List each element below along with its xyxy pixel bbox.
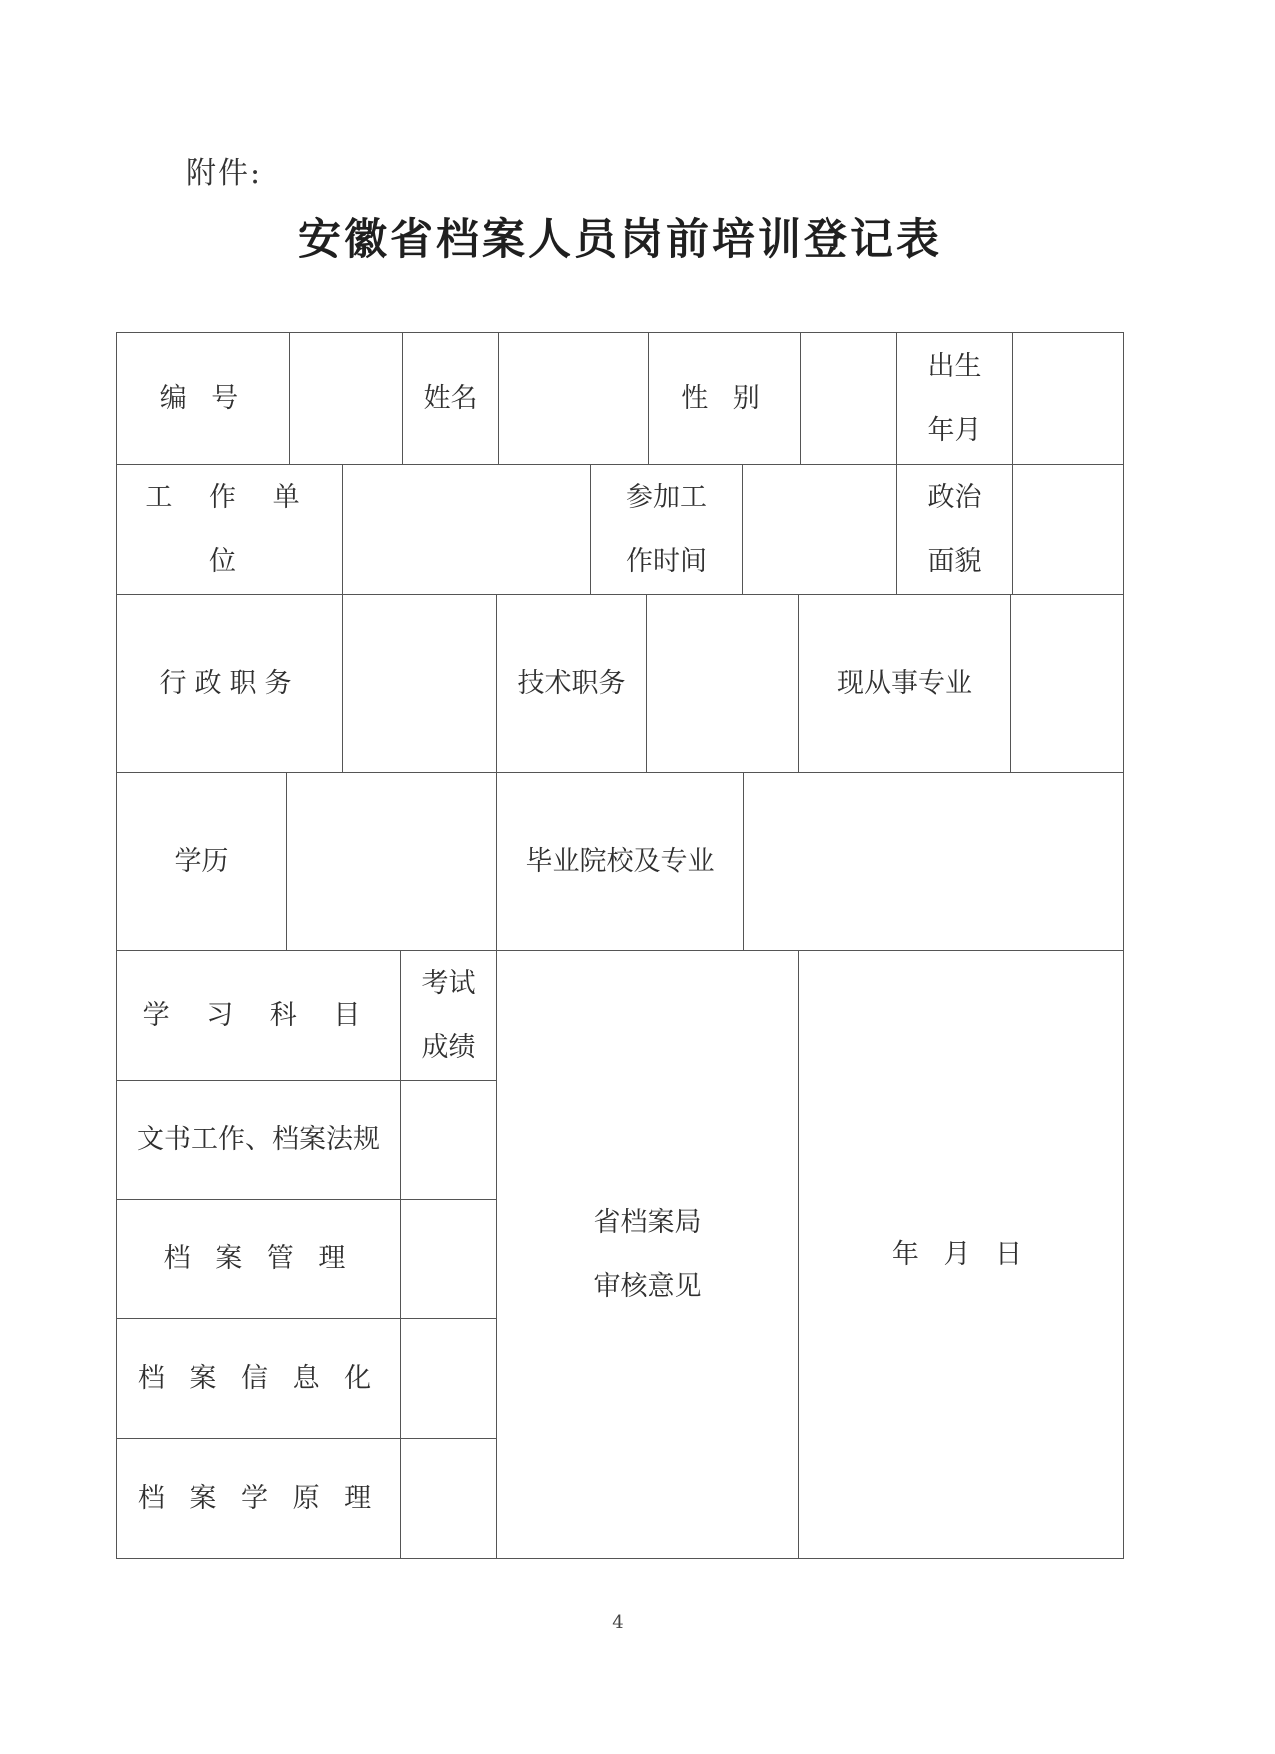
attachment-label: 附件:	[186, 156, 263, 191]
field-education[interactable]	[287, 773, 497, 951]
field-birth-date[interactable]	[1013, 333, 1124, 465]
label-review-opinion: 省档案局 审核意见	[497, 951, 799, 1559]
score-field[interactable]	[401, 1081, 497, 1200]
review-date[interactable]: 年 月 日	[799, 951, 1124, 1559]
subject-label: 档 案 信 息 化	[117, 1319, 401, 1439]
label-work-start-date: 参加工 作时间	[591, 465, 743, 595]
label-current-specialty: 现从事专业	[799, 595, 1011, 773]
label-subjects: 学 习 科 目	[117, 951, 401, 1081]
score-field[interactable]	[401, 1200, 497, 1319]
subject-label: 档 案 学 原 理	[117, 1439, 401, 1559]
label-work-unit: 工 作 单 位	[117, 465, 343, 595]
field-name[interactable]	[499, 333, 649, 465]
score-field[interactable]	[401, 1439, 497, 1559]
label-school-major: 毕业院校及专业	[497, 773, 744, 951]
label-serial-no: 编 号	[117, 333, 290, 465]
subject-label: 档 案 管 理	[117, 1200, 401, 1319]
label-name: 姓名	[403, 333, 499, 465]
field-political-status[interactable]	[1013, 465, 1124, 595]
label-admin-position: 行政职务	[117, 595, 343, 773]
label-gender: 性 别	[649, 333, 801, 465]
label-education: 学历	[117, 773, 287, 951]
field-admin-position[interactable]	[343, 595, 497, 773]
label-birth-date: 出生 年月	[897, 333, 1013, 465]
field-work-start-date[interactable]	[743, 465, 897, 595]
field-current-specialty[interactable]	[1011, 595, 1124, 773]
page-number: 4	[612, 1612, 624, 1633]
field-tech-position[interactable]	[647, 595, 799, 773]
subject-label: 文书工作、档案法规	[117, 1081, 401, 1200]
field-serial-no[interactable]	[290, 333, 403, 465]
field-work-unit[interactable]	[343, 465, 591, 595]
field-school-major[interactable]	[744, 773, 1124, 951]
registration-form	[116, 332, 1124, 1559]
label-tech-position: 技术职务	[497, 595, 647, 773]
page-title: 安徽省档案人员岗前培训登记表	[298, 215, 942, 265]
label-exam-score: 考试 成绩	[401, 951, 497, 1081]
label-political-status: 政治 面貌	[897, 465, 1013, 595]
score-field[interactable]	[401, 1319, 497, 1439]
field-gender[interactable]	[801, 333, 897, 465]
